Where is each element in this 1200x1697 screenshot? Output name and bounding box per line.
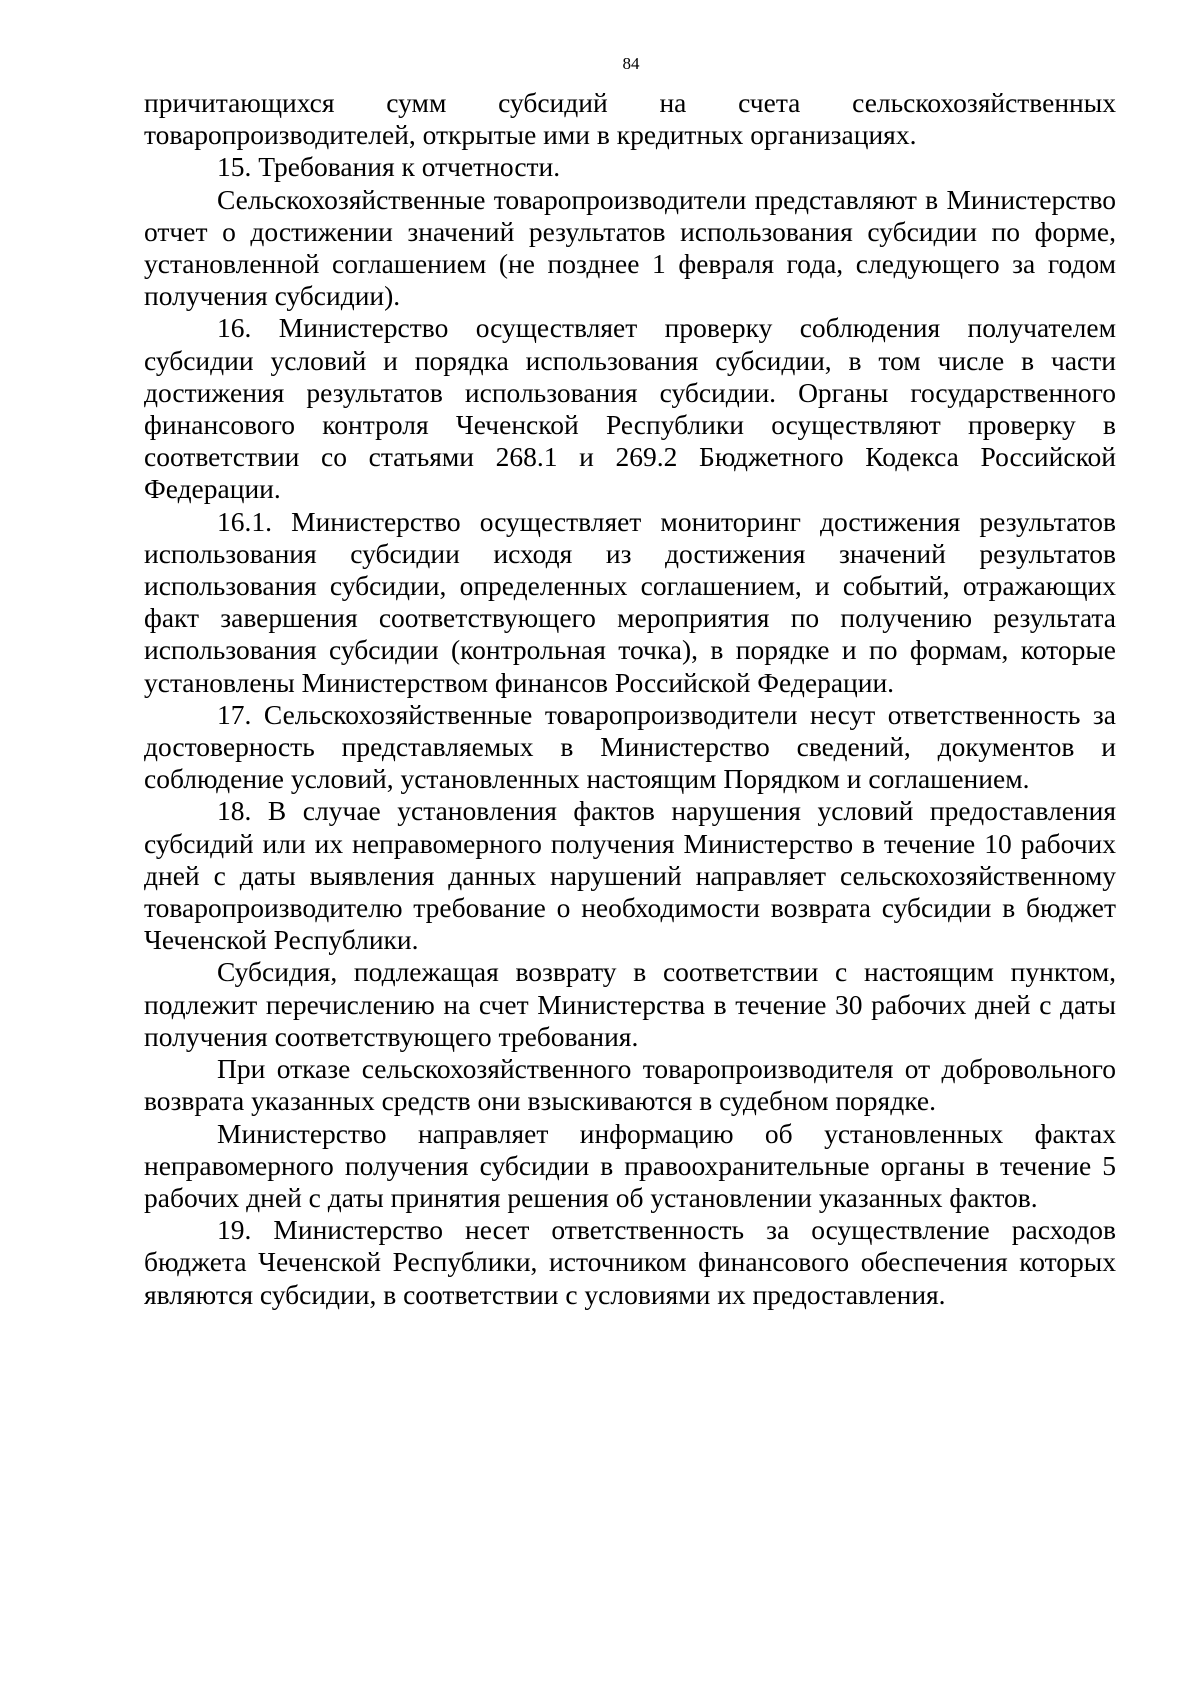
paragraph-16-compliance-check: 16. Министерство осуществляет проверку соблюдения получателем субсидии условий и порядка использования субсидии, в том числе в части достижения результатов использования субсидии. Органы государственного финансового контроля Чеченской Республики осуществляют проверку в соответствии со статьями 268.1 и 269.2 Бюджетного Кодекса Российской Федерации. (144, 312, 1116, 505)
paragraph-15-reporting-requirements: 15. Требования к отчетности. (217, 151, 561, 183)
paragraph-17-responsibility: 17. Сельскохозяйственные товаропроизводители несут ответственность за достоверность представляемых в Министерство сведений, документов и соблюдение условий, установленных настоящим Порядком и соглашением. (144, 698, 1116, 795)
paragraph-19-ministry-responsibility: 19. Министерство несет ответственность за осуществление расходов бюджета Чеченской Республики, источником финансового обеспечения которых являются субсидии, в соответствии с условиями их предоставления. (144, 1214, 1116, 1310)
paragraph-law-enforcement-notice: Министерство направляет информацию об установленных фактах неправомерного получения субсидии в правоохранительные органы в течение 5 рабочих дней с даты принятия решения об установлении указанных фактов. (144, 1117, 1116, 1213)
paragraph-16-1-monitoring: 16.1. Министерство осуществляет мониторинг достижения результатов использования субсидии исходя из достижения значений результатов использования субсидии, определенных соглашением, и событий, отражающих факт завершения соответствующего мероприятия по получению результата использования субсидии (контрольная точка), в порядке и по формам, которые установлены Министерством финансов Российской Федерации. (144, 505, 1116, 698)
page-number: 84 (622, 54, 640, 73)
paragraph-continuation: причитающихся сумм субсидий на счета сельскохозяйственных товаропроизводителей, открытые ими в кредитных организациях. (144, 87, 1116, 151)
paragraph-subsidy-return: Субсидия, подлежащая возврату в соответствии с настоящим пунктом, подлежит перечислению на счет Министерства в течение 30 рабочих дней с даты получения соответствующего требования. (144, 956, 1116, 1052)
paragraph-refusal-recovery: При отказе сельскохозяйственного товаропроизводителя от добровольного возврата указанных средств они взыскиваются в судебном порядке. (144, 1053, 1116, 1117)
paragraph-18-violations: 18. В случае установления фактов нарушения условий предоставления субсидий или их неправомерного получения Министерство в течение 10 рабочих дней с даты выявления данных нарушений направляет сельскохозяйственному товаропроизводителю требование о необходимости возврата субсидии в бюджет Чеченской Республики. (144, 795, 1116, 956)
document-text-body (144, 87, 1116, 1311)
paragraph-report-submission: Сельскохозяйственные товаропроизводители представляют в Министерство отчет о достижении значений результатов использования субсидии по форме, установленной соглашением (не позднее 1 февраля года, следующего за годом получения субсидии). (144, 183, 1116, 312)
